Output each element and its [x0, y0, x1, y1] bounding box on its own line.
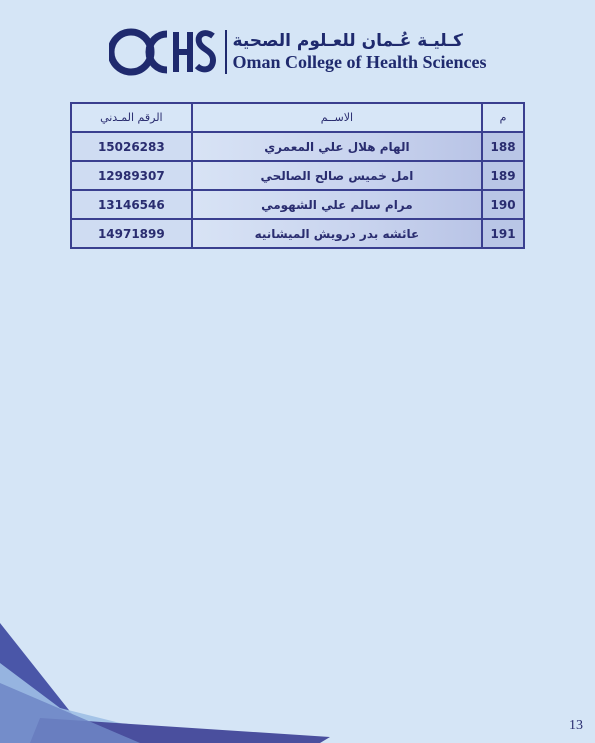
cell-name: امل خميس صالح الصالحي	[192, 161, 482, 190]
college-logo	[109, 24, 487, 80]
page-header	[0, 22, 595, 82]
table-row	[71, 161, 524, 190]
table-header-row	[71, 103, 524, 132]
college-name-english: Oman College of Health Sciences	[232, 52, 487, 72]
cell-number: 191	[482, 219, 524, 248]
cell-name: الهام هلال علي المعمري	[192, 132, 482, 161]
student-table	[70, 102, 525, 249]
cell-number: 190	[482, 190, 524, 219]
header-number: م	[482, 103, 524, 132]
table-row	[71, 132, 524, 161]
cell-civil-id: 13146546	[71, 190, 192, 219]
table-row	[71, 190, 524, 219]
cell-civil-id: 12989307	[71, 161, 192, 190]
page-number: 13	[569, 718, 583, 733]
logo-divider	[225, 30, 227, 74]
logo-text	[233, 31, 487, 73]
cell-number: 189	[482, 161, 524, 190]
table-row	[71, 219, 524, 248]
cell-civil-id: 14971899	[71, 219, 192, 248]
cell-name: عائشه بدر درويش الميشانيه	[192, 219, 482, 248]
cell-civil-id: 15026283	[71, 132, 192, 161]
header-civil-id: الرقم المـدني	[71, 103, 192, 132]
ochs-logo-icon	[109, 24, 219, 80]
header-name: الاســم	[192, 103, 482, 132]
cell-number: 188	[482, 132, 524, 161]
college-name-arabic: كـليـة عُـمان للعـلوم الصحية	[232, 31, 463, 51]
footer-decoration	[0, 613, 595, 743]
cell-name: مرام سالم علي الشهومي	[192, 190, 482, 219]
